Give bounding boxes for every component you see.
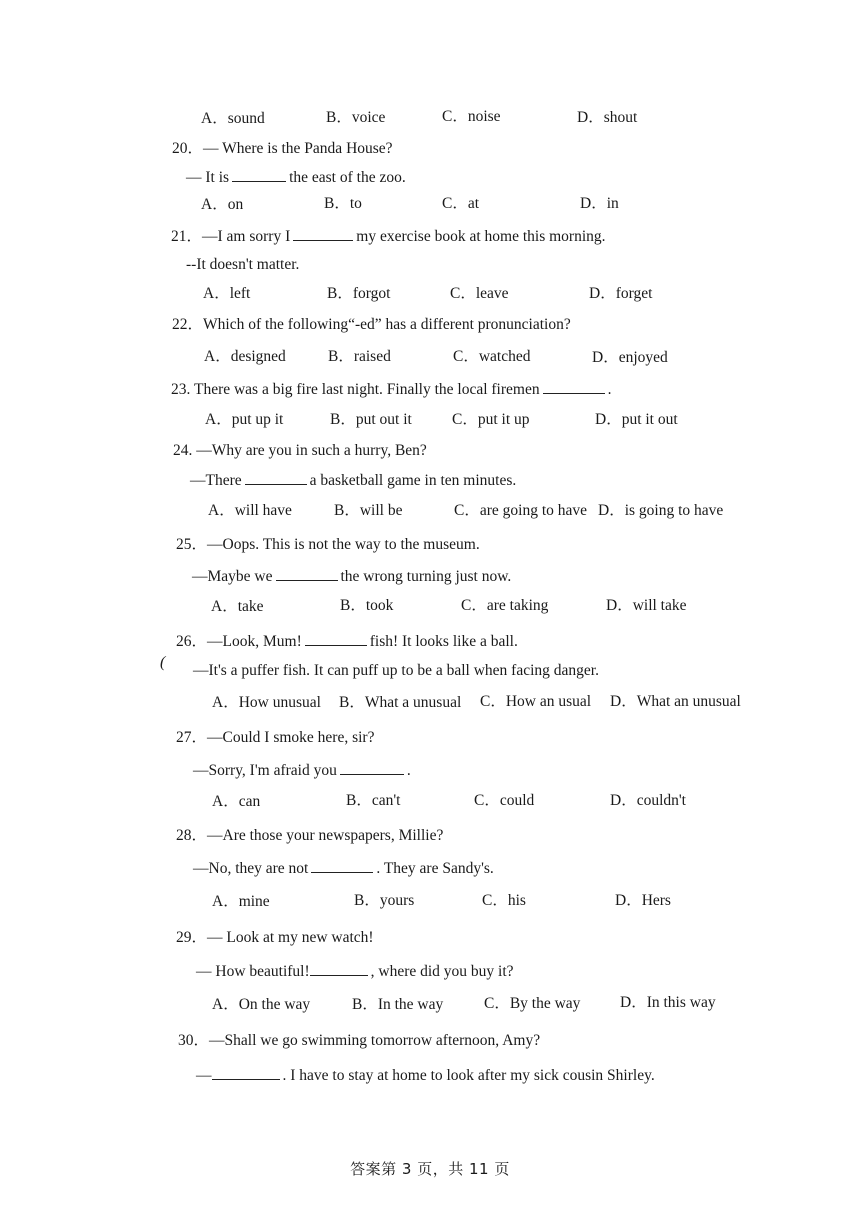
q21-option-b: B．forgot: [327, 285, 391, 302]
q23-stem: [171, 379, 611, 400]
q26-option-d: D．What an unusual: [610, 693, 741, 710]
q22-stem: [172, 315, 571, 335]
q26-response: —It's a puffer fish. It can puff up to be a ball when facing danger.: [193, 662, 599, 679]
q21-number: 21．: [171, 228, 203, 245]
q23-question-suffix: .: [607, 381, 612, 398]
q21-option-a: A．left: [203, 285, 251, 302]
q21-question-suffix: my exercise book at home this morning.: [356, 228, 606, 245]
q20-response-suffix: the east of the zoo.: [289, 169, 406, 186]
q20-option-b: B．to: [324, 195, 362, 212]
q29-blank: [310, 961, 368, 976]
q24-response-prefix: —There: [190, 472, 242, 489]
q24-option-a: A．will have: [208, 502, 292, 519]
q28-option-b: B．yours: [354, 892, 415, 909]
q26-option-b: B．What a unusual: [339, 694, 462, 711]
q23-option-b: B．put out it: [330, 411, 412, 428]
q19-option-a: A．sound: [201, 110, 265, 127]
q28-option-d: D．Hers: [615, 892, 671, 909]
q27-option-d: D．couldn't: [610, 792, 686, 809]
q20-number: 20．: [172, 140, 204, 157]
q26-option-c: C．How an usual: [480, 693, 592, 710]
q28-stem: [176, 826, 443, 846]
q23-option-d: D．put it out: [595, 411, 678, 428]
q27-blank: [340, 760, 404, 775]
q24-response: [190, 470, 516, 491]
q29-response: [196, 961, 514, 982]
q20-question: — Where is the Panda House?: [203, 140, 393, 157]
q25-number: 25．: [176, 536, 208, 553]
q23-blank: [543, 379, 605, 394]
q21-blank: [293, 226, 353, 241]
q28-option-a: A．mine: [212, 893, 270, 910]
q27-option-c: C．could: [474, 792, 535, 809]
q25-blank: [276, 566, 338, 581]
q26-question-prefix: —Look, Mum!: [207, 633, 302, 650]
q22-option-a: A．designed: [204, 348, 286, 365]
q25-option-b: B．took: [340, 597, 394, 614]
q30-response-prefix: —: [196, 1067, 212, 1084]
q24-stem: 24. —Why are you in such a hurry, Ben?: [173, 442, 427, 459]
q21-response: --It doesn't matter.: [186, 256, 300, 273]
q27-option-a: A．can: [212, 793, 261, 810]
q25-response-suffix: the wrong turning just now.: [340, 568, 512, 585]
q26-number: 26．: [176, 633, 208, 650]
q19-option-b: B．voice: [326, 109, 386, 126]
q29-stem: [176, 928, 374, 948]
q29-option-c: C．By the way: [484, 995, 581, 1012]
q22-question: Which of the following“-ed” has a different pronunciation?: [203, 316, 571, 333]
q24-blank: [245, 470, 307, 485]
q29-option-a: A．On the way: [212, 996, 311, 1013]
q28-response-prefix: —No, they are not: [193, 860, 309, 877]
q24-option-d: D．is going to have: [598, 502, 724, 519]
q20-blank: [232, 167, 286, 182]
q30-question: —Shall we go swimming tomorrow afternoon, Amy?: [209, 1032, 541, 1049]
q28-number: 28．: [176, 827, 208, 844]
q29-option-b: B．In the way: [352, 996, 444, 1013]
q21-option-d: D．forget: [589, 285, 653, 302]
q19-option-d: D．shout: [577, 109, 638, 126]
q25-question: —Oops. This is not the way to the museum.: [207, 536, 480, 553]
q22-option-b: B．raised: [328, 348, 391, 365]
q30-blank: [212, 1065, 280, 1080]
q24-response-suffix: a basketball game in ten minutes.: [309, 472, 517, 489]
q26-option-a: A．How unusual: [212, 694, 321, 711]
q30-stem: [178, 1031, 540, 1051]
q27-number: 27．: [176, 729, 208, 746]
q20-option-a: A．on: [201, 196, 244, 213]
q27-option-b: B．can't: [346, 792, 401, 809]
q29-question: — Look at my new watch!: [207, 929, 374, 946]
q21-option-c: C．leave: [450, 285, 509, 302]
page-footer: 答案第 3 页，共 11 页: [350, 1160, 510, 1178]
q20-option-c: C．at: [442, 195, 480, 212]
q21-stem: [171, 226, 606, 247]
q29-response-prefix: — How beautiful!: [196, 963, 310, 980]
q29-option-d: D．In this way: [620, 994, 716, 1011]
q30-response-suffix: . I have to stay at home to look after my sick cousin Shirley.: [282, 1067, 655, 1084]
q28-option-c: C．his: [482, 892, 526, 909]
q19-option-c: C．noise: [442, 108, 501, 125]
q25-option-d: D．will take: [606, 597, 687, 614]
q30-number: 30．: [178, 1032, 210, 1049]
q28-question: —Are those your newspapers, Millie?: [207, 827, 444, 844]
q27-response: [193, 760, 411, 781]
q27-response-suffix: .: [406, 762, 411, 779]
q25-response-prefix: —Maybe we: [192, 568, 273, 585]
margin-mark: (: [160, 654, 166, 671]
q22-number: 22．: [172, 316, 204, 333]
q25-option-c: C．are taking: [461, 597, 549, 614]
q28-response-suffix: . They are Sandy's.: [376, 860, 494, 877]
q28-blank: [311, 858, 373, 873]
q29-response-suffix: , where did you buy it?: [370, 963, 514, 980]
q21-question-prefix: —I am sorry I: [202, 228, 291, 245]
q23-question-prefix: 23. There was a big fire last night. Finally the local firemen: [171, 381, 540, 398]
q22-option-c: C．watched: [453, 348, 531, 365]
q25-stem: [176, 535, 480, 555]
q27-response-prefix: —Sorry, I'm afraid you: [193, 762, 337, 779]
q20-response: [186, 167, 406, 188]
q23-option-a: A．put up it: [205, 411, 284, 428]
q26-blank: [305, 631, 367, 646]
q20-option-d: D．in: [580, 195, 619, 212]
q29-number: 29．: [176, 929, 208, 946]
q30-response: [196, 1065, 655, 1086]
q20-stem: [172, 139, 393, 159]
q27-stem: [176, 728, 374, 748]
q26-question-suffix: fish! It looks like a ball.: [369, 633, 518, 650]
q27-question: —Could I smoke here, sir?: [207, 729, 375, 746]
q23-option-c: C．put it up: [452, 411, 530, 428]
q28-response: [193, 858, 494, 879]
q22-option-d: D．enjoyed: [592, 349, 668, 366]
q25-response: [192, 566, 511, 587]
q26-stem: [176, 631, 518, 652]
q24-option-c: C．are going to have: [454, 502, 588, 519]
q24-option-b: B．will be: [334, 502, 403, 519]
q25-option-a: A．take: [211, 598, 264, 615]
q20-response-prefix: — It is: [186, 169, 230, 186]
